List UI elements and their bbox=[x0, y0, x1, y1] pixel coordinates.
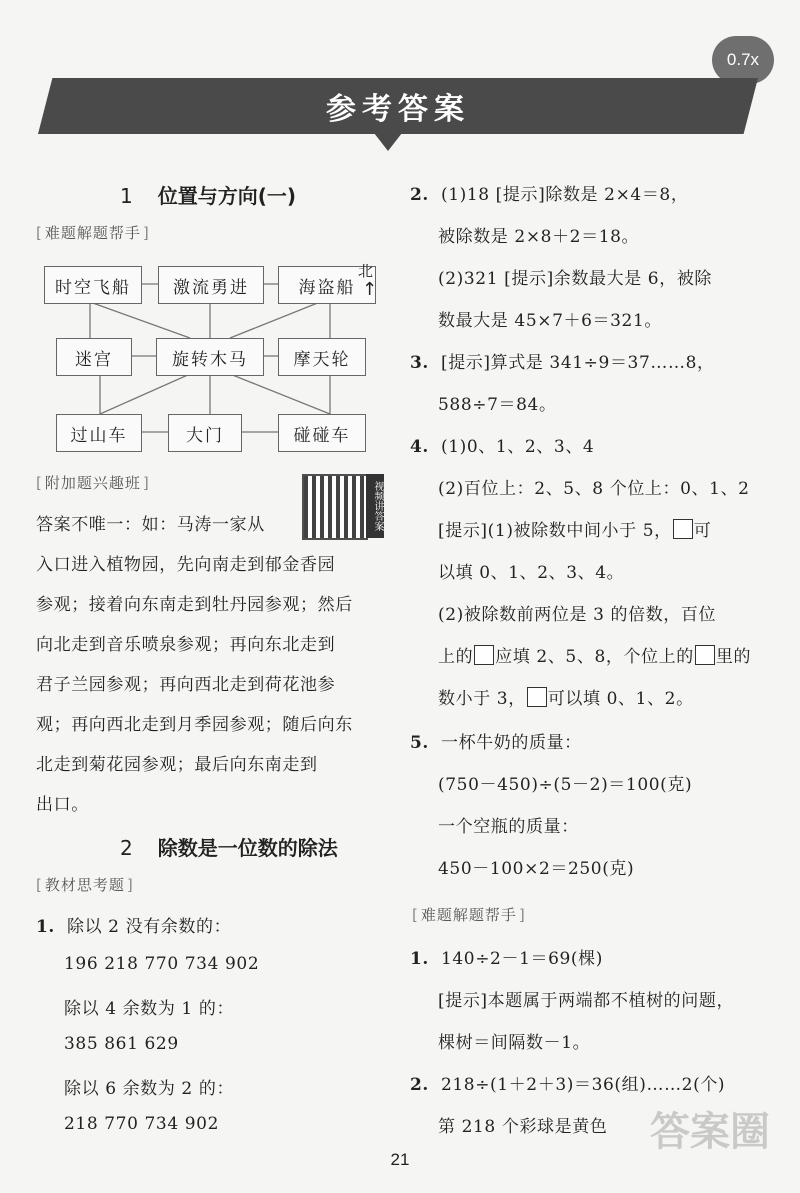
map-node-bumper-cars: 碰碰车 bbox=[278, 414, 366, 452]
right-q3-text: [提示]算式是 341÷9＝37……8， bbox=[440, 353, 715, 373]
right-h1-text: 140÷2－1＝69(棵) bbox=[440, 949, 603, 969]
blank-box bbox=[474, 645, 494, 665]
right-q3-line: 588÷7＝84。 bbox=[438, 395, 557, 415]
north-label: 北 bbox=[358, 262, 374, 280]
answer-line: 入口进入植物园，先向南走到郁金香园 bbox=[36, 555, 336, 575]
tag-hard-helper-right: [ 难题解题帮手 ] bbox=[412, 904, 526, 925]
left-q1-text: 除以 2 没有余数的： bbox=[66, 917, 232, 937]
map-node-space-ship: 时空飞船 bbox=[44, 266, 142, 304]
left-q1-values: 196 218 770 734 902 bbox=[64, 954, 260, 974]
answer-line: 君子兰园参观；再向西北走到荷花池参 bbox=[36, 675, 336, 695]
left-q1-line: 除以 6 余数为 2 的： bbox=[64, 1079, 235, 1099]
answer-line: 北走到菊花园参观；最后向东南走到 bbox=[36, 755, 318, 775]
right-q4-line: 以填 0、1、2、3、4。 bbox=[438, 563, 625, 583]
right-q4-line bbox=[410, 432, 594, 457]
blank-box bbox=[527, 687, 547, 707]
tag-bonus-class: [ 附加题兴趣班 ] bbox=[36, 472, 150, 493]
blank-box bbox=[673, 519, 693, 539]
section-2-heading: 除数是一位数的除法 bbox=[157, 836, 338, 860]
section-2-title bbox=[120, 832, 338, 861]
map-node-maze: 迷宫 bbox=[56, 338, 132, 376]
map-node-ferris-wheel: 摩天轮 bbox=[278, 338, 366, 376]
right-h1-line: [提示]本题属于两端都不植树的问题， bbox=[438, 991, 735, 1011]
banner-title: 参考答案 bbox=[326, 92, 470, 127]
question-number: 1. bbox=[36, 917, 55, 937]
right-q3-line bbox=[410, 348, 715, 373]
left-q1-line: 除以 4 余数为 1 的： bbox=[64, 999, 235, 1019]
right-q4-line: (2)被除数前两位是 3 的倍数，百位 bbox=[438, 605, 717, 625]
right-q2-line: (2)321 [提示]余数最大是 6，被除 bbox=[438, 269, 713, 289]
right-q2-line: 数最大是 45×7＋6＝321。 bbox=[438, 311, 662, 331]
tag-hard-helper: [ 难题解题帮手 ] bbox=[36, 222, 150, 243]
right-h2-line: 第 218 个彩球是黄色 bbox=[438, 1117, 608, 1137]
right-q5-line: 一个空瓶的质量： bbox=[438, 817, 579, 837]
question-number: 5. bbox=[410, 733, 429, 753]
answer-line: 出口。 bbox=[36, 795, 89, 815]
map-node-gate: 大门 bbox=[168, 414, 242, 452]
right-q5-line: 450－100×2＝250(克) bbox=[438, 859, 635, 879]
qr-code-icon[interactable] bbox=[302, 474, 368, 540]
question-number: 3. bbox=[410, 353, 429, 373]
north-indicator bbox=[358, 260, 377, 299]
question-number: 2. bbox=[410, 1075, 429, 1095]
zoom-level-badge[interactable]: 0.7x bbox=[712, 36, 774, 84]
right-q2-line bbox=[410, 180, 688, 205]
answer-line: 向北走到音乐喷泉参观；再向东北走到 bbox=[36, 635, 336, 655]
answer-line: 观；再向西北走到月季园参观；随后向东 bbox=[36, 715, 353, 735]
right-q4-text: 可以填 0、1、2。 bbox=[547, 689, 694, 709]
right-q4-text: (1)0、1、2、3、4 bbox=[440, 437, 595, 457]
right-q4-line bbox=[438, 642, 751, 667]
right-h1-line: 棵树＝间隔数－1。 bbox=[438, 1033, 591, 1053]
watermark-logo: 答案圈 bbox=[650, 1109, 770, 1155]
answer-line: 参观；接着向东南走到牡丹园参观；然后 bbox=[36, 595, 353, 615]
right-q4-text: 应填 2、5、8，个位上的 bbox=[495, 647, 694, 667]
tag-textbook-questions: [ 教材思考题 ] bbox=[36, 874, 134, 895]
right-q4-line bbox=[438, 516, 711, 541]
section-2-number: 2 bbox=[120, 836, 133, 860]
right-h2-text: 218÷(1＋2＋3)＝36(组)……2(个) bbox=[440, 1075, 726, 1095]
right-q2-text: (1)18 [提示]除数是 2×4＝8， bbox=[440, 185, 689, 205]
right-q5-line: (750－450)÷(5－2)＝100(克) bbox=[438, 775, 693, 795]
page-number: 21 bbox=[390, 1150, 410, 1169]
banner-notch bbox=[374, 133, 402, 151]
blank-box bbox=[695, 645, 715, 665]
left-q1-values: 218 770 734 902 bbox=[64, 1114, 220, 1134]
right-q4-text: 可 bbox=[693, 521, 712, 541]
right-q4-text: 上的 bbox=[438, 647, 474, 667]
right-q5-line bbox=[410, 728, 582, 753]
question-number: 2. bbox=[410, 185, 429, 205]
answer-line: 答案不唯一：如：马涛一家从 bbox=[36, 515, 265, 535]
map-node-roller-coaster: 过山车 bbox=[56, 414, 142, 452]
left-q1-line bbox=[36, 912, 231, 937]
right-q4-text: 数小于 3， bbox=[438, 689, 526, 709]
section-1-number: 1 bbox=[120, 184, 133, 208]
right-q5-text: 一杯牛奶的质量： bbox=[440, 733, 582, 753]
right-h1-line bbox=[410, 944, 603, 969]
right-h2-line bbox=[410, 1070, 725, 1095]
right-q4-text: [提示](1)被除数中间小于 5， bbox=[438, 521, 672, 541]
qr-video-label: 视频讲答案 bbox=[366, 474, 384, 538]
map-node-pirate-ship: 海盗船 bbox=[278, 266, 376, 304]
left-q1-values: 385 861 629 bbox=[64, 1034, 179, 1054]
map-node-carousel: 旋转木马 bbox=[156, 338, 264, 376]
section-1-title bbox=[120, 180, 296, 209]
right-q4-line bbox=[438, 684, 694, 709]
map-node-rapids: 激流勇进 bbox=[158, 266, 264, 304]
section-1-heading: 位置与方向(一) bbox=[157, 184, 296, 208]
north-arrow-icon: ↑ bbox=[362, 279, 378, 300]
right-q4-line: (2)百位上：2、5、8 个位上：0、1、2 bbox=[438, 479, 750, 499]
right-q2-line: 被除数是 2×8＋2＝18。 bbox=[438, 227, 640, 247]
right-q4-text: 里的 bbox=[715, 647, 752, 667]
question-number: 1. bbox=[410, 949, 429, 969]
park-map-diagram bbox=[40, 258, 382, 458]
question-number: 4. bbox=[410, 437, 429, 457]
